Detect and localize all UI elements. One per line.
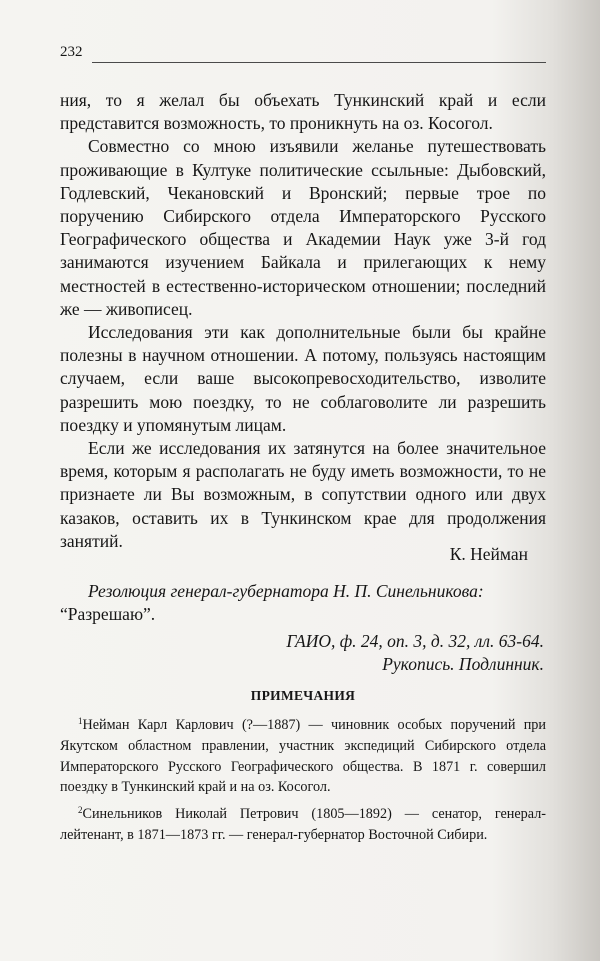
notes-list [60,715,546,852]
document-type: Рукопись. Подлинник. [382,654,544,675]
paragraph: Исследования эти как дополнительные были бы крайне полезны в научном отношении. А потому, пользуясь настоящим случаем, если ваше высокопревосходительство, изволите разрешить мою поездку, то не соблаговолите ли разрешить поездку и упомянутым лицам. [60,322,546,435]
note-item [60,804,546,846]
paragraph: Если же исследования их затянутся на более значительное время, которым я располагать не буду иметь возможности, то не признаете ли Вы возможным, в сопутствии одного или двух казаков, оставить их в Тункинском крае для продолжения занятий. [60,438,546,551]
archive-reference: ГАИО, ф. 24, оп. 3, д. 32, лл. 63-64. [286,631,544,651]
note-marker: 1 [78,716,83,726]
running-header [60,44,546,68]
note-item [60,715,546,798]
note-text: Синельников Николай Петрович (1805—1892) — сенатор, генерал-лейтенант, в 1871—1873 гг. — генерал-губернатор Восточной Сибири. [60,806,546,843]
note-text: Нейман Карл Карлович (?—1887) — чиновник особых поручений при Якутском областном правлении, участник экспедиций Сибирского отдела Императорского Русского Географического общества. В 1871 г. совершил поездку в Тункинский край и на оз. Косогол. [60,717,546,796]
resolution-title: Резолюция генерал-губернатора Н. П. Синельникова: [88,581,484,601]
notes-heading: ПРИМЕЧАНИЯ [250,688,356,703]
paragraph: Совместно со мною изъявили желанье путешествовать проживающие в Култуке политические ссыльные: Дыбовский, Годлевский, Чекановский и Вронский; первые трое по поручению Сибирского отдела Императорского Русского Географического общества и Академии Наук уже 3-й год занимаются изучением Байкала и прилегающих к нему местностей в естественно-историческом отношении; последний же — живописец. [60,136,546,319]
signature: К. Нейман [449,544,528,564]
page-number: 232 [60,44,83,60]
paragraph: ния, то я желал бы объехать Тункинский край и если представится возможность, то проникнуть на оз. Косогол. [60,90,546,134]
resolution-block [60,580,546,626]
header-rule [92,62,546,63]
archive-source [60,630,544,676]
resolution-text: “Разрешаю”. [60,604,156,625]
letter-body [60,89,546,553]
note-marker: 2 [78,805,83,816]
